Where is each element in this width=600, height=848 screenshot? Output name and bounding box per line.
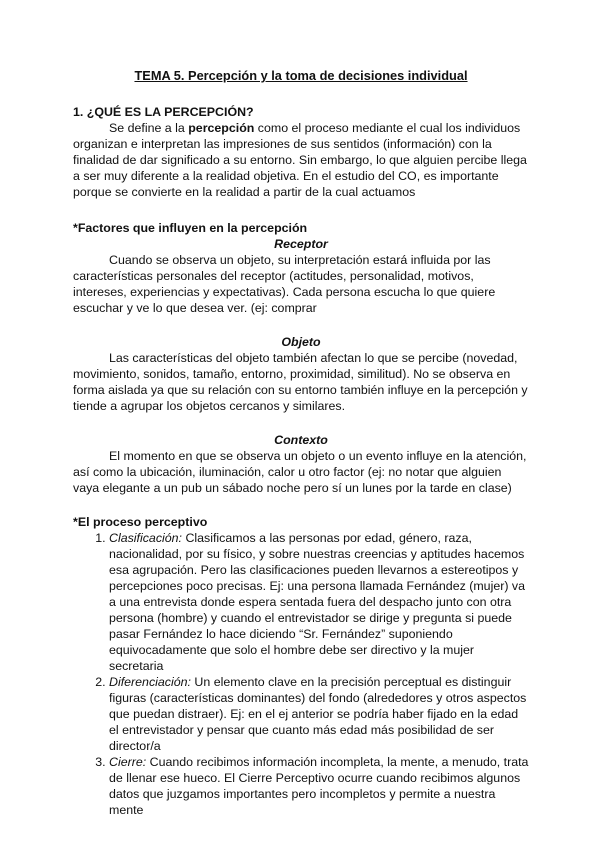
receptor-subheading: Receptor	[274, 237, 328, 251]
list-item-text: Clasificamos a las personas por edad, género, raza, nacionalidad, por su físico, y sobre nuestras creencias y aptitudes hacemos esa agrupación. Pero las clasificaciones pueden llevarnos a estereotipos y percepciones poco precisas. Ej: una persona llamada Fernández (mujer) va a una entrevista donde espera sentada fuera del despacho junto con otra persona (hombre) y cuando el entrevistador se dirige y pregunta si puede pasar Fernández lo hace diciendo “Sr. Fernández” suponiendo equivocadamente que solo el hombre debe ser directivo y la mujer secretaria	[109, 531, 525, 673]
definition-paragraph	[73, 120, 529, 200]
document-page	[73, 68, 529, 818]
list-item-label: Clasificación:	[109, 531, 182, 545]
list-item-label: Diferenciación:	[109, 675, 191, 689]
receptor-paragraph: Cuando se observa un objeto, su interpretación estará influida por las características personales del receptor (actitudes, personalidad, motivos, intereses, experiencias y expectativas). Cada persona escucha lo que quiere escuchar y ve lo que desea ver. (ej: comprar	[73, 253, 496, 315]
list-item-text: Un elemento clave en la precisión perceptual es distinguir figuras (características dominantes) del fondo (alrededores y otros aspectos que puedan distraer). Ej: en el ej anterior se podría haber fijado en la edad el entrevistador y pensar que cuanto más edad más posibilidad de ser director/a	[109, 675, 527, 753]
objeto-subheading: Objeto	[281, 335, 321, 349]
list-item-text: Cuando recibimos información incompleta, la mente, a menudo, trata de llenar ese hueco. El Cierre Perceptivo ocurre cuando recibimos algunos datos que juzgamos importantes pero incompletos y permite a nuestra mente	[109, 755, 529, 817]
document-title: TEMA 5. Percepción y la toma de decisiones individual	[134, 68, 468, 83]
objeto-paragraph: Las características del objeto también afectan lo que se percibe (novedad, movimiento, sonidos, tamaño, entorno, proximidad, similitud). No se observa en forma aislada ya que su relación con su entorno también influye en la percepción y tiende a agrupar los objetos cercanos y similares.	[73, 351, 528, 413]
definition-text-start: Se define a la	[109, 121, 189, 135]
contexto-paragraph: El momento en que se observa un objeto o un evento influye en la atención, así como la ubicación, iluminación, calor u otro factor (ej: no notar que alguien vaya elegante a un pub un sábado noche pero sí un lunes por la tarde en clase)	[73, 449, 527, 495]
definition-text-end: como el proceso mediante el cual los individuos organizan e interpretan las impresiones de sus sentidos (información) con la finalidad de dar significado a su entorno. Sin embargo, lo que alguien percibe llega a ser muy diferente a la realidad objetiva. En el estudio del CO, es importante porque se convierte en la realidad a partir de la cual actuamos	[73, 121, 527, 199]
list-item	[109, 674, 529, 754]
definition-term: percepción	[188, 121, 255, 135]
process-heading: *El proceso perceptivo	[73, 515, 208, 529]
section-heading-percepcion: 1. ¿QUÉ ES LA PERCEPCIÓN?	[73, 105, 254, 119]
list-item	[109, 530, 529, 674]
process-list	[73, 530, 529, 818]
contexto-subheading: Contexto	[274, 433, 328, 447]
list-item	[109, 754, 529, 818]
list-item-label: Cierre:	[109, 755, 147, 769]
factors-heading: *Factores que influyen en la percepción	[73, 221, 308, 235]
